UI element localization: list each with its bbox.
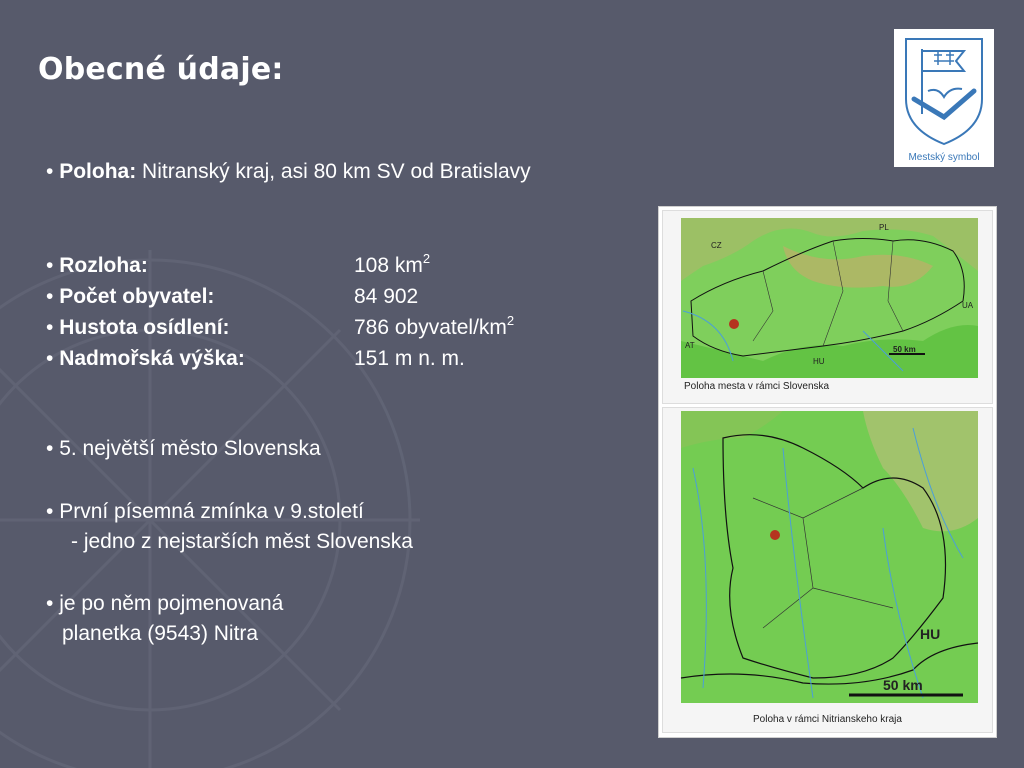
stat-value-text: 108 km [354,254,423,277]
location-line [46,159,531,185]
map-label-cz: CZ [711,241,722,250]
stat-label: Nadmořská výška: [59,347,245,370]
map-label-at: AT [685,341,695,350]
stat-value-text: 786 obyvatel/km [354,316,507,339]
slovakia-map [663,211,992,403]
location-maps [658,206,997,738]
stat-value-density [354,315,514,341]
bullet: • [46,347,54,370]
map-caption-bottom: Poloha v rámci Nitrianskeho kraja [753,714,902,725]
bullet: • [46,592,54,615]
location-value: Nitranský kraj, asi 80 km SV od Bratislavy [142,160,531,183]
location-label: Poloha: [59,160,137,183]
map-label-hu: HU [813,357,825,366]
stat-superscript: 2 [506,313,515,328]
stat-line-population [46,284,214,310]
stat-value-population [354,284,418,310]
fact-first-mention [46,499,364,525]
nitra-marker [770,530,780,540]
slide-title: Obecné údaje: [38,52,284,87]
fact-planet-sub: planetka (9543) Nitra [62,622,259,645]
stat-value-area [354,253,430,279]
city-emblem [894,29,994,167]
emblem-caption: Mestský symbol [908,152,980,163]
fact-rank [46,436,321,462]
stat-label: Rozloha: [59,254,148,277]
fact-first-mention-sub: - jedno z nejstarších měst Slovenska [71,530,413,553]
map-label-pl: PL [879,223,889,232]
bullet: • [46,500,54,523]
coat-of-arms-icon [894,29,994,149]
bullet: • [46,437,54,460]
bullet: • [46,316,54,339]
stat-line-density [46,315,230,341]
stat-value-text: 84 902 [354,285,419,308]
fact-text: 5. největší město Slovenska [59,437,321,460]
stat-line-altitude [46,346,245,372]
map-label-ua: UA [962,301,974,310]
map-scale-label: 50 km [883,677,923,693]
fact-planet [46,591,283,617]
fact-text: První písemná zmínka v 9.století [59,500,364,523]
stat-line-area [46,253,148,279]
nitra-region-map-panel [662,407,993,733]
map-caption-top: Poloha mesta v rámci Slovenska [684,381,830,392]
map-scale-label: 50 km [893,345,916,354]
bullet: • [46,285,54,308]
stat-label: Počet obyvatel: [59,285,215,308]
stat-value-text: 151 m n. m. [354,347,465,370]
map-label-hu: HU [920,626,941,642]
stat-superscript: 2 [422,251,431,266]
bullet: • [46,254,54,277]
slovakia-map-panel [662,210,993,404]
bullet: • [46,160,54,183]
nitra-region-map [663,408,992,708]
nitra-marker [729,319,739,329]
stat-value-altitude [354,346,465,372]
stat-label: Hustota osídlení: [59,316,230,339]
fact-text: je po něm pojmenovaná [59,592,284,615]
